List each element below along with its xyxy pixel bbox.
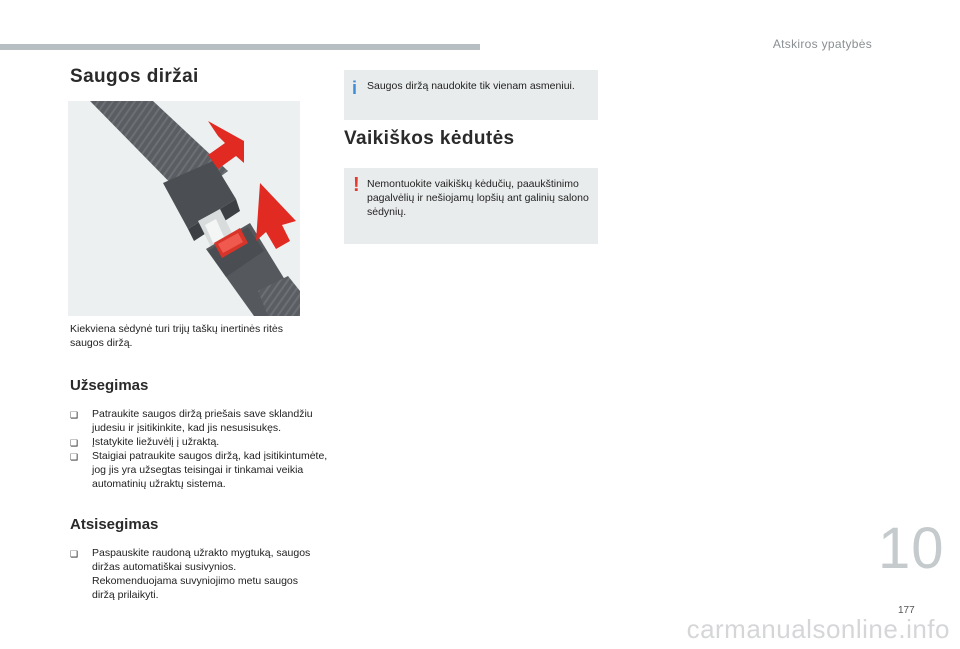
subsection-title-unfastening: Atsisegimas xyxy=(70,516,159,533)
seat-belt-illustration xyxy=(68,101,300,316)
info-note-box xyxy=(344,70,598,120)
unfastening-steps-list xyxy=(70,546,320,602)
page-number: 177 xyxy=(898,605,915,616)
section-title-child-seats: Vaikiškos kėdutės xyxy=(344,128,515,149)
list-item xyxy=(70,546,320,602)
list-item-text: Patraukite saugos diržą priešais save sklandžiu judesiu ir įsitikinkite, kad jis nesusisukęs. xyxy=(92,408,313,434)
header-title: Atskiros ypatybės xyxy=(772,37,872,51)
list-item xyxy=(70,407,330,435)
checkbox-bullet-icon: ❑ xyxy=(70,438,79,448)
info-icon: i xyxy=(352,78,358,98)
subsection-title-fastening: Užsegimas xyxy=(70,377,149,394)
list-item xyxy=(70,435,330,449)
seat-belt-caption: Kiekviena sėdynė turi trijų taškų inertinės ritės saugos diržą. xyxy=(70,323,284,349)
checkbox-bullet-icon: ❑ xyxy=(70,549,79,559)
warning-icon: ! xyxy=(353,174,360,196)
list-item-text: Staigiai patraukite saugos diržą, kad įsitikintumėte, jog jis yra užsegtas teisingai ir tinkamai veikia automatinių užraktų sistema. xyxy=(92,450,328,490)
list-item xyxy=(70,449,330,491)
warning-note-box xyxy=(344,168,598,244)
fastening-steps-list xyxy=(70,407,330,491)
section-title-seat-belts: Saugos diržai xyxy=(70,66,199,87)
checkbox-bullet-icon: ❑ xyxy=(70,410,79,420)
list-item-text: Paspauskite raudoną užrakto mygtuką, saugos diržas automatiškai susivynios. Rekomenduojama suvyniojimo metu saugos diržą prilaikyti. xyxy=(92,547,311,601)
header-bar xyxy=(0,44,480,50)
warning-note-text: Nemontuokite vaikiškų kėdučių, paaukštinimo pagalvėlių ir nešiojamų lopšių ant galinių salono sėdynių. xyxy=(367,178,589,218)
info-note-text: Saugos diržą naudokite tik vienam asmeniui. xyxy=(367,80,575,92)
chapter-number: 10 xyxy=(878,516,945,581)
list-item-text: Įstatykite liežuvėlį į užraktą. xyxy=(92,436,220,448)
checkbox-bullet-icon: ❑ xyxy=(70,452,79,462)
watermark: carmanualsonline.info xyxy=(686,614,950,644)
